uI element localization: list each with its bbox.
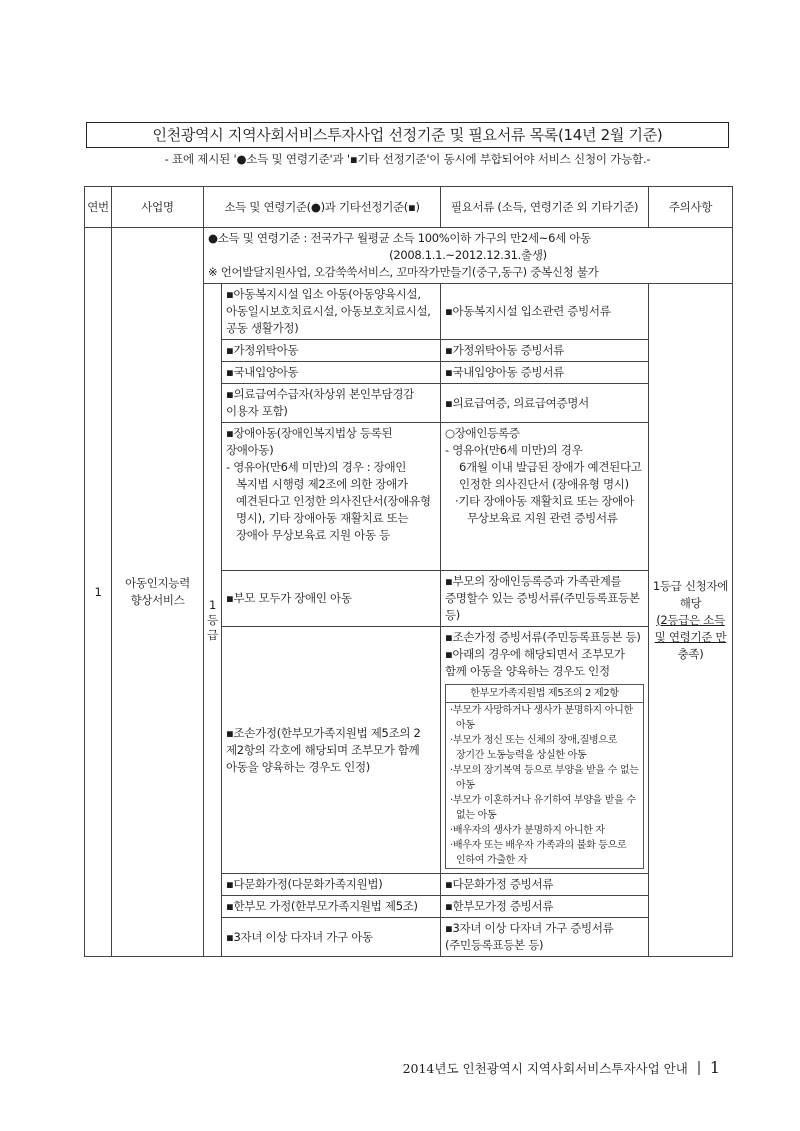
header-name: 사업명 [112, 187, 204, 228]
document-subtitle: - 표에 제시된 '●소득 및 연령기준'과 '▪기타 선정기준'이 동시에 부합되어야 서비스 신청이 가능함.- [164, 152, 651, 166]
grandparent-criteria: ▪조손가정(한부모가족지원법 제5조의 2 제2항의 각호에 해당되며 조부모가 함께 아동을 양육하는 경우도 인정) [222, 627, 441, 874]
disability-criteria-2: - 영유아(만6세 미만)의 경우 : 장애인 복지법 시행령 제2조에 의한 장애가 예견된다고 인정한 의사진단서(장애유형 명시), 기타 장애아동 재활치료 또는 장애아 무상보육료 지원 아동 등 [226, 460, 431, 542]
disability-criteria [222, 423, 441, 571]
criteria-cell: ▪부모 모두가 장애인 아동 [222, 571, 441, 627]
grandparent-docs-2: ▪아래의 경우에 해당되면서 조부모가 함께 아동을 양육하는 경우도 인정 [445, 647, 625, 678]
program-name: 아동인지능력 향상서비스 [112, 228, 204, 957]
list-item: ·부모의 장기복역 등으로 부양을 받을 수 없는 아동 [450, 765, 639, 791]
criteria-cell: ▪3자녀 이상 다자녀 가구 아동 [222, 918, 441, 957]
criteria-cell: ▪가정위탁아동 [222, 340, 441, 362]
docs-cell: ▪3자녀 이상 다자녀 가구 증빙서류(주민등록표등본 등) [441, 918, 649, 957]
criteria-cell: ▪의료급여수급자(차상위 본인부담경감 이용자 포함) [222, 384, 441, 423]
docs-cell: ▪가정위탁아동 증빙서류 [441, 340, 649, 362]
law-reference-box [445, 684, 644, 869]
docs-cell: ▪부모의 장애인등록증과 가족관계를 증명할수 있는 증빙서류(주민등록표등본 등) [441, 571, 649, 627]
law-reference-title: 한부모가족지원법 제5조의 2 제2항 [446, 685, 643, 703]
docs-cell: ▪국내입양아동 증빙서류 [441, 362, 649, 384]
notes-text-3: 충족) [677, 646, 704, 661]
criteria-cell: ▪다문화가정(다문화가족지원법) [222, 874, 441, 896]
notes-text-2: (2등급은 소득 및 연령기준 만 [654, 612, 727, 644]
grandparent-docs-1: ▪조손가정 증빙서류(주민등록표등본 등) [445, 630, 641, 644]
income-criteria [204, 228, 733, 284]
income-line-1: ●소득 및 연령기준 : 전국가구 월평균 소득 100%이하 가구의 만2세~6세 아동 [208, 231, 591, 245]
header-criteria: 소득 및 연령기준(●)과 기타선정기준(▪) [204, 187, 441, 228]
disability-docs [441, 423, 649, 571]
disability-docs-1: ○장애인등록증 [445, 426, 520, 440]
page-footer [380, 1058, 720, 1077]
disability-docs-4: ·기타 장애아동 재활치료 또는 장애아 무상보육료 지원 관련 증빙서류 [455, 494, 634, 525]
table-row [85, 228, 733, 284]
disability-criteria-1: ▪장애아동(장애인복지법상 등록된 장애아동) [226, 426, 393, 457]
list-item: ·부모가 정신 또는 신체의 장애,질병으로 장기간 노동능력을 상실한 아동 [450, 735, 618, 761]
criteria-cell: ▪국내입양아동 [222, 362, 441, 384]
income-line-2: (2008.1.1.~2012.12.31.출생) [389, 248, 547, 262]
income-line-3: ※ 언어발달지원사업, 오감쑥쑥서비스, 꼬마작가만들기(중구,동구) 중복신청 불가 [208, 265, 599, 279]
page-number: 1 [709, 1058, 720, 1077]
header-notes: 주의사항 [649, 187, 733, 228]
row-number: 1 [85, 228, 112, 957]
header-no: 연번 [85, 187, 112, 228]
list-item: ·부모가 이혼하거나 유기하여 부양을 받을 수 없는 아동 [450, 795, 636, 821]
document-title: 인천광역시 지역사회서비스투자사업 선정기준 및 필요서류 목록(14년 2월 기준) [86, 122, 729, 148]
table-header-row [85, 187, 733, 228]
docs-cell: ▪다문화가정 증빙서류 [441, 874, 649, 896]
grade-label: 1 등 급 [204, 284, 222, 957]
criteria-table [84, 186, 733, 957]
list-item: ·부모가 사망하거나 생사가 분명하지 아니한 아동 [450, 705, 633, 731]
footer-divider [698, 1061, 700, 1075]
notes-cell [649, 284, 733, 957]
footer-text: 2014년도 인천광역시 지역사회서비스투자사업 안내 [402, 1061, 688, 1076]
docs-cell: ▪의료급여증, 의료급여증명서 [441, 384, 649, 423]
list-item: ·배우자 또는 배우자 가족과의 불화 등으로 인하여 가출한 자 [450, 840, 627, 866]
notes-text-1: 1등급 신청자에 해당 [652, 578, 729, 610]
docs-cell: ▪아동복지시설 입소관련 증빙서류 [441, 284, 649, 340]
disability-docs-3: 6개월 이내 발급된 장애가 예견된다고 인정한 의사진단서 (장애유형 명시) [459, 460, 642, 491]
docs-cell: ▪한부모가정 증빙서류 [441, 896, 649, 918]
disability-docs-2: - 영유아(만6세 미만)의 경우 [445, 443, 583, 457]
grandparent-docs [441, 627, 649, 874]
criteria-cell: ▪한부모 가정(한부모가족지원법 제5조) [222, 896, 441, 918]
header-docs: 필요서류 (소득, 연령기준 외 기타기준) [441, 187, 649, 228]
list-item: ·배우자의 생사가 분명하지 아니한 자 [450, 825, 605, 836]
criteria-cell: ▪아동복지시설 입소 아동(아동양육시설, 아동일시보호치료시설, 아동보호치료시설, 공동 생활가정) [222, 284, 441, 340]
